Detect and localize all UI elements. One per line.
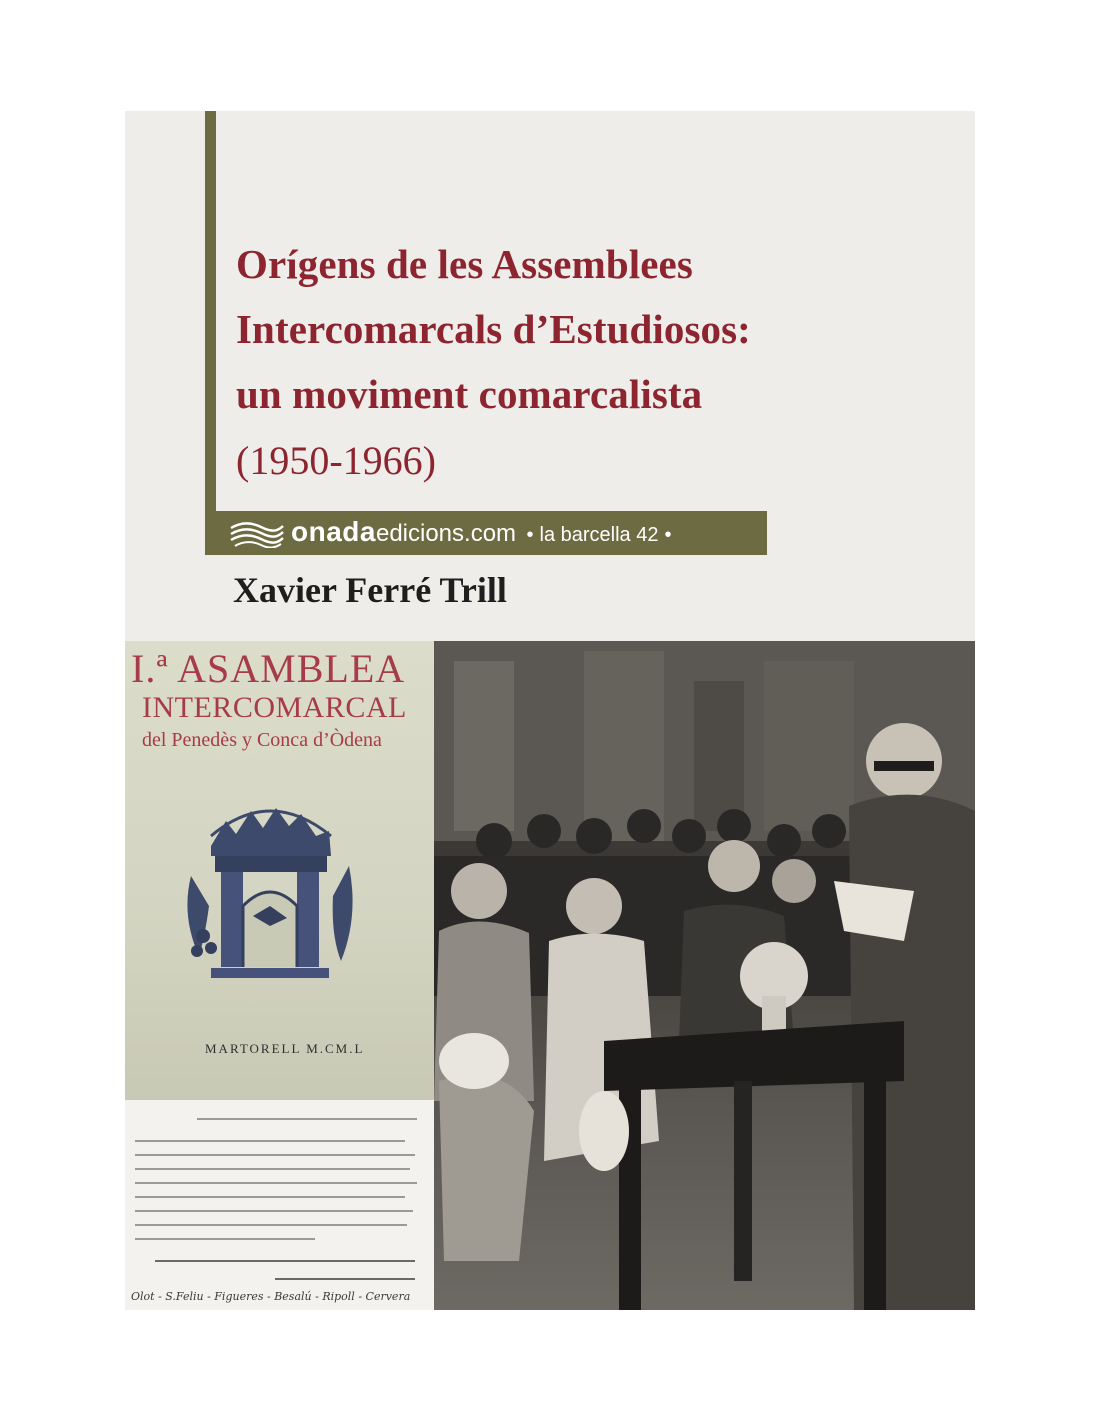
letter-line <box>135 1238 315 1240</box>
title-line-3: un moviment comarcalista <box>236 371 703 417</box>
poster-region: del Penedès y Conca d’Òdena <box>142 729 382 751</box>
publisher-text <box>291 516 677 548</box>
publisher-band <box>205 511 767 555</box>
waves-logo-icon <box>229 520 285 548</box>
title-line-1: Orígens de les Assemblees <box>236 241 693 287</box>
letter-line <box>155 1260 415 1262</box>
letter-line <box>135 1154 415 1156</box>
letter-line <box>135 1224 407 1226</box>
olive-vertical-bar <box>205 111 216 555</box>
photo-scene <box>434 641 975 1310</box>
assembly-photo <box>434 641 975 1310</box>
separator-dot: • <box>526 524 534 546</box>
handwritten-footer: Olot - S.Feliu - Figueres - Besalú - Ripoll - Cervera <box>131 1290 411 1303</box>
letter-line <box>135 1196 405 1198</box>
arch-emblem-icon <box>181 786 359 986</box>
letter-line <box>135 1140 405 1142</box>
poster-title: I.ª ASAMBLEA <box>131 646 406 691</box>
book-title <box>236 232 956 495</box>
collection-label: la barcella 42 <box>539 524 659 546</box>
book-cover <box>125 111 975 1310</box>
poster-subtitle: INTERCOMARCAL <box>142 691 407 724</box>
separator-dot: • <box>664 524 672 546</box>
poster-image <box>125 641 434 1100</box>
letter-line <box>135 1168 410 1170</box>
letter-line <box>135 1210 413 1212</box>
letter-line <box>135 1182 417 1184</box>
title-years: (1950-1966) <box>236 438 436 483</box>
publisher-domain: edicions.com <box>375 520 517 547</box>
title-line-2: Intercomarcals d’Estudiosos: <box>236 306 751 352</box>
letter-line <box>197 1118 417 1120</box>
publisher-brand: onada <box>291 516 376 547</box>
cover-illustration <box>125 641 975 1310</box>
letter-line <box>275 1278 415 1280</box>
letter-image <box>125 1100 434 1310</box>
poster-footer: MARTORELL M.CM.L <box>205 1041 365 1056</box>
author-name: Xavier Ferré Trill <box>233 570 507 610</box>
